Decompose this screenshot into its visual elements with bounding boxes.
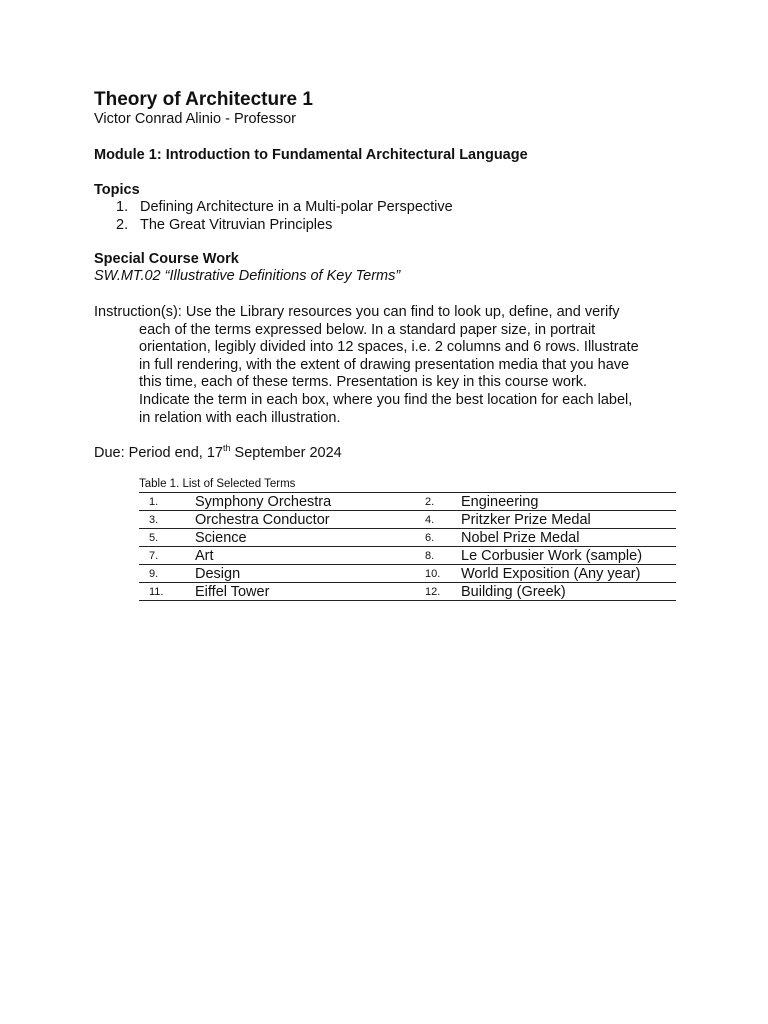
term-number: 7.	[139, 547, 195, 565]
term-number: 9.	[139, 565, 195, 583]
term-number: 2.	[417, 493, 461, 511]
term-text: Art	[195, 547, 417, 565]
list-item	[114, 216, 453, 234]
instruction-line: in relation with each illustration.	[139, 409, 341, 426]
table-row	[139, 511, 676, 529]
term-text: World Exposition (Any year)	[461, 565, 676, 583]
term-number: 1.	[139, 493, 195, 511]
term-text: Pritzker Prize Medal	[461, 511, 676, 529]
module-heading: Module 1: Introduction to Fundamental Architectural Language	[94, 147, 528, 163]
list-number: 2.	[116, 217, 129, 233]
table-row	[139, 583, 676, 601]
term-number: 10.	[417, 565, 461, 583]
course-work-heading: Special Course Work	[94, 251, 239, 267]
due-prefix: Due: Period end, 17	[94, 445, 223, 461]
table-row	[139, 493, 676, 511]
instruction-line: in full rendering, with the extent of drawing presentation media that you have	[139, 356, 630, 373]
instruction-line: this time, each of these terms. Presentation is key in this course work.	[139, 374, 588, 391]
instruction-paragraph	[94, 304, 674, 427]
table-row	[139, 529, 676, 547]
document-title: Theory of Architecture 1	[94, 89, 313, 110]
topic-text: The Great Vitruvian Principles	[140, 217, 333, 233]
due-superscript: th	[222, 443, 231, 453]
term-text: Building (Greek)	[461, 583, 676, 601]
term-text: Le Corbusier Work (sample)	[461, 547, 676, 565]
table-caption: Table 1. List of Selected Terms	[139, 478, 296, 490]
term-text: Engineering	[461, 493, 676, 511]
list-number: 1.	[116, 199, 129, 215]
table-row	[139, 547, 676, 565]
course-work-code: SW.MT.02 “Illustrative Definitions of Key Terms”	[94, 268, 401, 284]
instruction-line: Instruction(s): Use the Library resources you can find to look up, define, and verify	[94, 304, 620, 320]
topics-list	[114, 198, 453, 234]
term-text: Science	[195, 529, 417, 547]
topics-heading: Topics	[94, 182, 140, 198]
instruction-line: each of the terms expressed below. In a standard paper size, in portrait	[139, 321, 596, 338]
term-text: Eiffel Tower	[195, 583, 417, 601]
professor-line: Victor Conrad Alinio - Professor	[94, 111, 297, 127]
instruction-line: Indicate the term in each box, where you find the best location for each label,	[139, 391, 633, 408]
term-number: 3.	[139, 511, 195, 529]
term-text: Symphony Orchestra	[195, 493, 417, 511]
due-suffix: September 2024	[230, 445, 342, 461]
term-text: Nobel Prize Medal	[461, 529, 676, 547]
terms-table	[139, 492, 676, 601]
term-text: Design	[195, 565, 417, 583]
topic-text: Defining Architecture in a Multi-polar Perspective	[140, 199, 453, 215]
due-date	[94, 444, 342, 462]
term-number: 11.	[139, 583, 195, 601]
term-number: 4.	[417, 511, 461, 529]
list-item	[114, 198, 453, 216]
term-number: 8.	[417, 547, 461, 565]
term-number: 5.	[139, 529, 195, 547]
instruction-line: orientation, legibly divided into 12 spaces, i.e. 2 columns and 6 rows. Illustrate	[139, 339, 639, 356]
table-row	[139, 565, 676, 583]
term-text: Orchestra Conductor	[195, 511, 417, 529]
term-number: 6.	[417, 529, 461, 547]
term-number: 12.	[417, 583, 461, 601]
